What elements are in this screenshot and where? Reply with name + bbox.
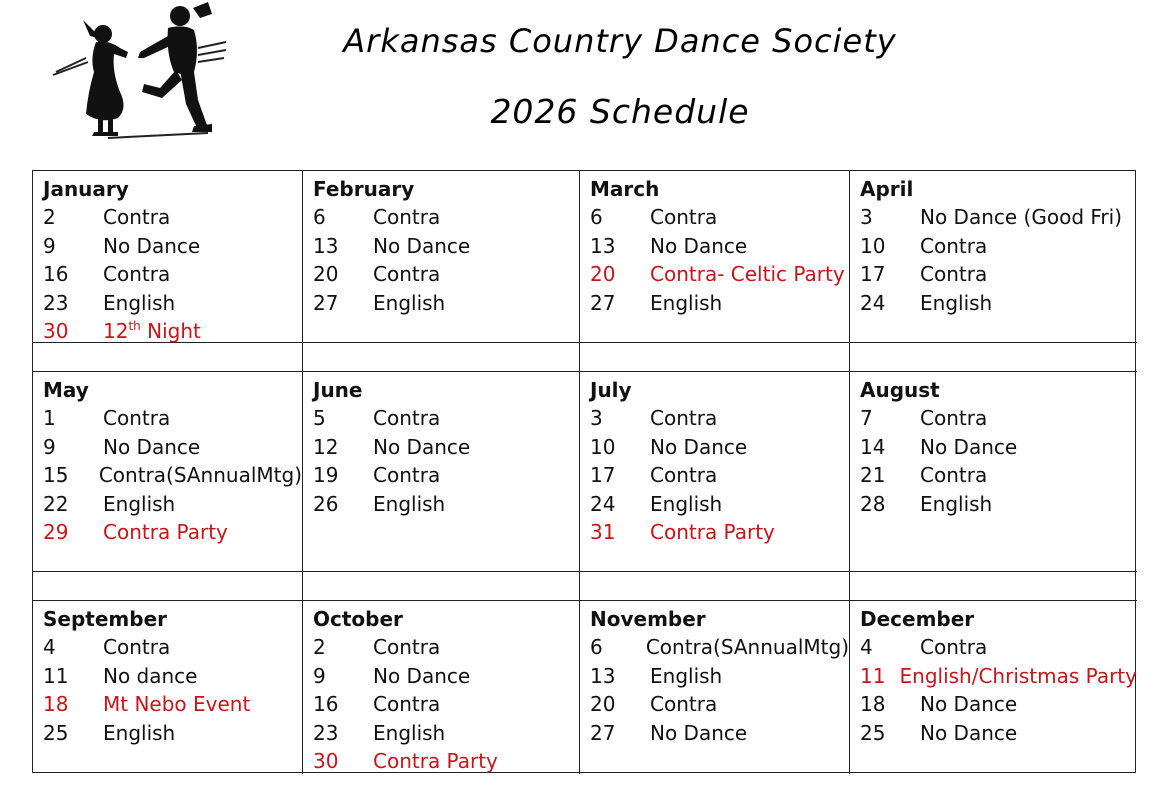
schedule-entry xyxy=(43,719,302,748)
entry-event-text: Contra xyxy=(373,463,441,488)
entry-event xyxy=(920,203,1122,232)
entry-event-text: English xyxy=(650,290,723,315)
entry-event-text: No Dance (Good Fri) xyxy=(920,205,1123,229)
entry-event xyxy=(900,662,1137,691)
schedule-entry xyxy=(860,289,1137,318)
entry-event xyxy=(103,317,201,346)
month-cell-may xyxy=(33,372,303,572)
entry-event xyxy=(373,747,498,776)
entry-day: 30 xyxy=(313,749,339,774)
entry-day: 29 xyxy=(43,520,69,545)
entry-event-text: Contra(SAnnualMtg) xyxy=(645,635,849,659)
entry-day: 27 xyxy=(590,720,616,745)
entry-event xyxy=(920,690,1017,719)
entry-event xyxy=(103,719,175,748)
month-cell-october xyxy=(303,601,580,774)
schedule-entry xyxy=(590,518,849,547)
entry-day: 7 xyxy=(860,406,873,430)
entry-event xyxy=(920,461,987,490)
schedule-entry xyxy=(860,690,1137,719)
schedule-entry xyxy=(313,404,579,433)
entry-event-text: Contra xyxy=(103,262,171,287)
schedule-entry xyxy=(43,317,302,346)
entry-event-text: Contra xyxy=(650,205,718,229)
entry-day: 3 xyxy=(590,406,603,430)
month-name: October xyxy=(313,607,403,631)
schedule-entry xyxy=(590,203,849,232)
spacer-cell xyxy=(303,343,580,372)
entry-event xyxy=(650,518,775,547)
entry-day: 27 xyxy=(313,290,339,315)
spacer-cell xyxy=(850,572,1137,601)
entry-event xyxy=(373,289,445,318)
entry-event-text: English xyxy=(373,290,446,315)
entry-event-text: Contra xyxy=(373,262,441,287)
entry-event-text: Contra- Celtic Party xyxy=(650,262,845,287)
entry-day: 12 xyxy=(313,434,339,459)
entry-day: 6 xyxy=(590,635,603,659)
entry-event xyxy=(103,260,170,289)
entry-event xyxy=(650,719,747,748)
entry-day: 19 xyxy=(313,463,339,488)
entry-event-text: Contra xyxy=(373,635,441,659)
entry-event xyxy=(646,633,849,662)
entry-day: 20 xyxy=(590,262,616,287)
entry-day: 17 xyxy=(860,262,886,287)
entry-event-text: English xyxy=(920,491,993,516)
schedule-entry xyxy=(43,662,302,691)
entry-day: 24 xyxy=(590,491,616,516)
schedule-entry xyxy=(860,490,1137,519)
month-name: January xyxy=(43,177,129,201)
month-cell-january xyxy=(33,171,303,343)
month-cell-september xyxy=(33,601,303,774)
entry-event xyxy=(103,690,250,719)
entry-event-text: Contra xyxy=(103,406,171,430)
schedule-entry xyxy=(313,289,579,318)
entry-event xyxy=(920,490,992,519)
entry-event xyxy=(373,404,440,433)
entry-event-text: English xyxy=(373,720,446,745)
entry-event-text: No Dance xyxy=(920,720,1018,745)
entry-event-text: No Dance xyxy=(920,434,1018,459)
entry-event xyxy=(99,461,302,490)
entry-event xyxy=(650,232,747,261)
entry-event xyxy=(103,662,197,691)
entry-day: 13 xyxy=(313,233,339,258)
schedule-entry xyxy=(590,289,849,318)
entry-day: 6 xyxy=(590,205,603,229)
month-cell-august xyxy=(850,372,1137,572)
entry-event xyxy=(920,289,992,318)
entry-event xyxy=(373,232,470,261)
schedule-entry xyxy=(313,203,579,232)
entry-event xyxy=(103,518,228,547)
entry-event xyxy=(103,203,170,232)
entry-day: 25 xyxy=(860,720,886,745)
entry-event-text: Contra xyxy=(373,692,441,717)
spacer-cell xyxy=(580,343,850,372)
schedule-entry xyxy=(43,203,302,232)
entry-event-text: Contra xyxy=(650,692,718,717)
schedule-entry xyxy=(590,690,849,719)
entry-day: 1 xyxy=(43,406,56,430)
entry-event-text: Contra xyxy=(373,406,441,430)
entry-day: 9 xyxy=(313,663,326,688)
spacer-cell xyxy=(33,572,303,601)
entry-event xyxy=(920,404,987,433)
entry-event-text: Contra(SAnnualMtg) xyxy=(98,463,302,488)
schedule-entry xyxy=(43,690,302,719)
entry-event xyxy=(103,232,200,261)
entry-day: 13 xyxy=(590,663,616,688)
entry-event xyxy=(920,633,987,662)
entry-event-text: Contra Party xyxy=(373,749,498,774)
entry-event xyxy=(373,490,445,519)
entry-day: 22 xyxy=(43,491,69,516)
schedule-entry xyxy=(860,633,1137,662)
entry-day: 18 xyxy=(43,692,69,717)
entry-event xyxy=(920,232,987,261)
entry-day: 27 xyxy=(590,290,616,315)
entry-day: 10 xyxy=(590,434,616,459)
entry-event-text: No dance xyxy=(103,663,198,688)
entry-day: 11 xyxy=(860,663,886,688)
page-title: Arkansas Country Dance Society xyxy=(343,22,897,60)
schedule-entry xyxy=(590,260,849,289)
entry-event xyxy=(373,203,440,232)
schedule-entry xyxy=(860,404,1137,433)
schedule-entry xyxy=(43,433,302,462)
entry-day: 23 xyxy=(43,290,69,315)
schedule-entry xyxy=(313,662,579,691)
schedule-entry xyxy=(590,490,849,519)
month-cell-june xyxy=(303,372,580,572)
entry-event-text: No Dance xyxy=(373,663,471,688)
schedule-entry xyxy=(43,289,302,318)
entry-event xyxy=(373,719,445,748)
month-name: July xyxy=(590,378,632,402)
entry-event-text: Contra xyxy=(650,463,718,488)
entry-day: 25 xyxy=(43,720,69,745)
schedule-grid xyxy=(32,170,1136,773)
entry-event xyxy=(373,433,470,462)
entry-day: 30 xyxy=(43,319,69,344)
entry-event-text: No Dance xyxy=(373,233,471,258)
entry-event-text: Contra xyxy=(920,406,988,430)
entry-event-text: Contra Party xyxy=(650,520,775,545)
entry-event xyxy=(650,433,747,462)
month-name: May xyxy=(43,378,89,402)
entry-day: 9 xyxy=(43,434,56,459)
entry-event-text: Contra xyxy=(920,463,988,488)
entry-event xyxy=(650,203,717,232)
schedule-entry xyxy=(590,461,849,490)
entry-event-text: Contra xyxy=(920,233,988,258)
entry-day: 14 xyxy=(860,434,886,459)
entry-event xyxy=(373,461,440,490)
entry-event-text: English xyxy=(373,491,446,516)
entry-event xyxy=(650,490,722,519)
schedule-entry xyxy=(313,719,579,748)
entry-event xyxy=(103,433,200,462)
entry-event xyxy=(920,719,1017,748)
entry-event-text: English xyxy=(650,663,723,688)
schedule-entry xyxy=(43,490,302,519)
entry-event-text: Contra xyxy=(650,406,718,430)
schedule-entry xyxy=(313,490,579,519)
schedule-entry xyxy=(43,232,302,261)
entry-day: 21 xyxy=(860,463,886,488)
month-cell-march xyxy=(580,171,850,343)
entry-event-text: English xyxy=(920,290,993,315)
month-name: November xyxy=(590,607,706,631)
entry-event xyxy=(103,490,175,519)
spacer-cell xyxy=(303,572,580,601)
entry-event-text: No Dance xyxy=(650,233,748,258)
entry-day: 10 xyxy=(860,233,886,258)
entry-day: 4 xyxy=(860,635,873,659)
entry-event-text: Contra xyxy=(373,205,441,229)
entry-event-text: Contra Party xyxy=(103,520,228,545)
schedule-entry xyxy=(590,633,849,662)
month-name: December xyxy=(860,607,975,631)
entry-day: 15 xyxy=(43,463,69,488)
schedule-entry xyxy=(43,404,302,433)
entry-day: 2 xyxy=(313,635,326,659)
entry-day: 3 xyxy=(860,205,873,229)
entry-event-text: No Dance xyxy=(650,434,748,459)
entry-event xyxy=(920,260,987,289)
entry-day: 6 xyxy=(313,205,326,229)
schedule-entry xyxy=(860,433,1137,462)
entry-day: 20 xyxy=(313,262,339,287)
entry-event-text: English/Christmas Party xyxy=(899,663,1137,688)
month-name: June xyxy=(313,378,363,402)
spacer-cell xyxy=(850,343,1137,372)
entry-day: 26 xyxy=(313,491,339,516)
month-name: February xyxy=(313,177,415,201)
entry-event xyxy=(650,260,845,289)
entry-day: 5 xyxy=(313,406,326,430)
entry-event-text: No Dance xyxy=(103,434,201,459)
month-cell-november xyxy=(580,601,850,774)
entry-event-text: English xyxy=(103,720,176,745)
month-cell-april xyxy=(850,171,1137,343)
entry-event-text: English xyxy=(103,491,176,516)
entry-event-text: No Dance xyxy=(373,434,471,459)
entry-day: 28 xyxy=(860,491,886,516)
schedule-entry xyxy=(590,404,849,433)
entry-event xyxy=(920,433,1017,462)
entry-event xyxy=(373,633,440,662)
month-name: April xyxy=(860,177,914,201)
entry-event xyxy=(650,662,722,691)
entry-event xyxy=(103,404,170,433)
schedule-subtitle: 2026 Schedule xyxy=(490,92,750,131)
entry-event-text: English xyxy=(650,491,723,516)
schedule-entry xyxy=(590,719,849,748)
month-name: August xyxy=(860,378,940,402)
entry-event-text: Mt Nebo Event xyxy=(103,692,251,717)
entry-day: 13 xyxy=(590,233,616,258)
schedule-entry xyxy=(43,633,302,662)
month-cell-july xyxy=(580,372,850,572)
entry-event xyxy=(103,289,175,318)
entry-ordinal-suffix: th xyxy=(128,319,141,334)
entry-day: 2 xyxy=(43,205,56,229)
entry-day: 23 xyxy=(313,720,339,745)
entry-event-text: 12 xyxy=(103,319,129,344)
spacer-cell xyxy=(33,343,303,372)
dancing-couple-logo-icon xyxy=(48,0,228,150)
entry-day: 18 xyxy=(860,692,886,717)
schedule-entry xyxy=(860,203,1137,232)
schedule-entry xyxy=(313,690,579,719)
entry-day: 4 xyxy=(43,635,56,659)
schedule-entry xyxy=(43,461,302,490)
schedule-entry xyxy=(313,747,579,776)
schedule-entry xyxy=(313,232,579,261)
entry-event xyxy=(650,461,717,490)
spacer-cell xyxy=(580,572,850,601)
schedule-entry xyxy=(860,719,1137,748)
schedule-entry xyxy=(590,662,849,691)
entry-day: 24 xyxy=(860,290,886,315)
schedule-entry xyxy=(590,433,849,462)
entry-event xyxy=(373,260,440,289)
schedule-entry xyxy=(590,232,849,261)
entry-day: 16 xyxy=(313,692,339,717)
entry-event-text: No Dance xyxy=(103,233,201,258)
entry-event-text: No Dance xyxy=(920,692,1018,717)
entry-event xyxy=(103,633,170,662)
schedule-entry xyxy=(860,232,1137,261)
schedule-entry xyxy=(313,433,579,462)
entry-day: 17 xyxy=(590,463,616,488)
entry-event-suffix: Night xyxy=(140,319,201,344)
entry-event xyxy=(650,289,722,318)
entry-event-text: Contra xyxy=(103,205,171,229)
entry-event-text: No Dance xyxy=(650,720,748,745)
month-name: September xyxy=(43,607,167,631)
schedule-entry xyxy=(860,662,1137,691)
schedule-entry xyxy=(43,260,302,289)
entry-event xyxy=(650,404,717,433)
entry-event xyxy=(373,662,470,691)
entry-day: 16 xyxy=(43,262,69,287)
month-cell-december xyxy=(850,601,1137,774)
entry-event-text: Contra xyxy=(103,635,171,659)
month-cell-february xyxy=(303,171,580,343)
schedule-entry xyxy=(313,260,579,289)
schedule-entry xyxy=(860,461,1137,490)
entry-day: 31 xyxy=(590,520,616,545)
schedule-entry xyxy=(43,518,302,547)
schedule-entry xyxy=(313,633,579,662)
entry-event-text: Contra xyxy=(920,635,988,659)
entry-event xyxy=(373,690,440,719)
entry-day: 20 xyxy=(590,692,616,717)
entry-event xyxy=(650,690,717,719)
schedule-entry xyxy=(860,260,1137,289)
entry-day: 11 xyxy=(43,663,69,688)
month-name: March xyxy=(590,177,660,201)
schedule-entry xyxy=(313,461,579,490)
entry-event-text: English xyxy=(103,290,176,315)
entry-event-text: Contra xyxy=(920,262,988,287)
entry-day: 9 xyxy=(43,233,56,258)
